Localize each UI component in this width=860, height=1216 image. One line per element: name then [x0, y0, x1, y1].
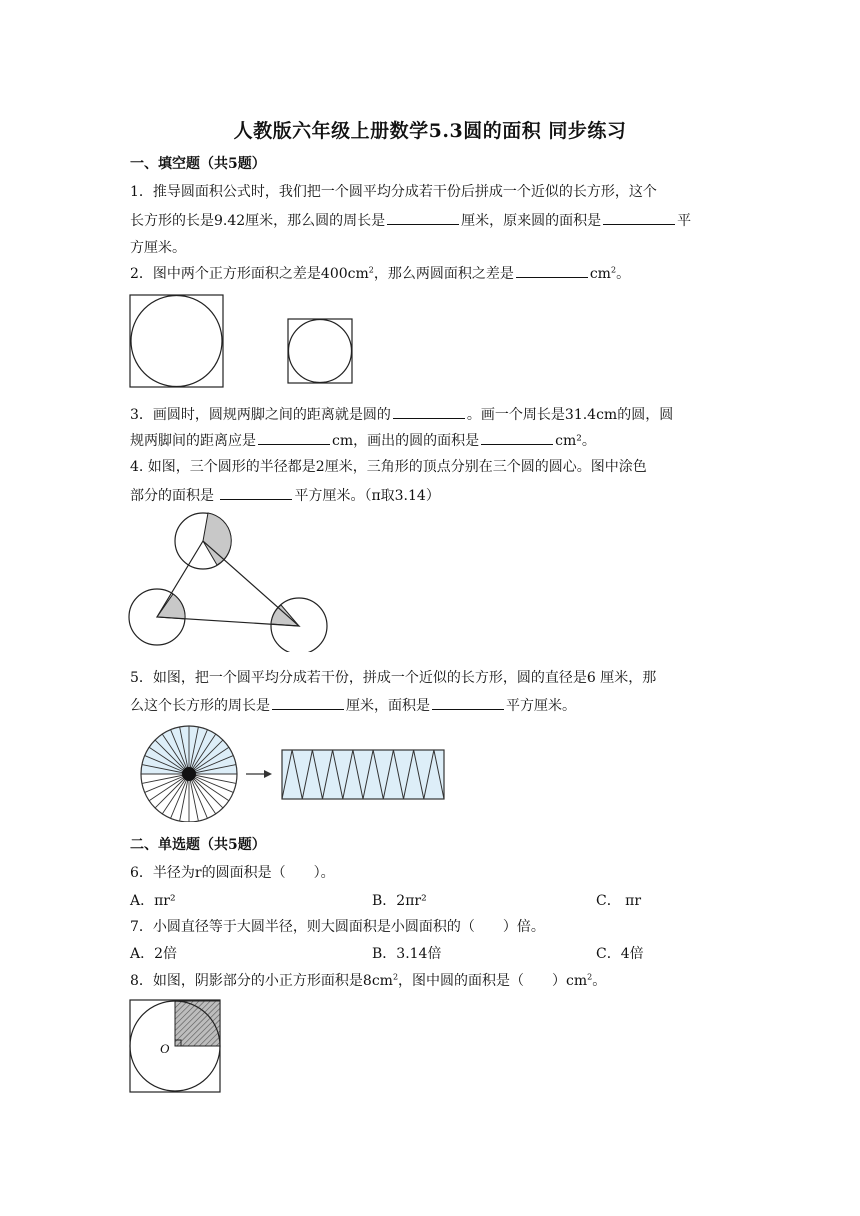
section-single-choice: 二、单选题（共5题） [130, 837, 266, 853]
q6-option-b[interactable]: B．2πr² [372, 893, 427, 909]
q5-line1: 5．如图，把一个圆平均分成若干份，拼成一个近似的长方形，圆的直径是6 厘米，那 [130, 670, 657, 686]
q5-blank1[interactable] [272, 697, 344, 710]
q3-line2: 规两脚间的距离应是 cm，画出的圆的面积是 cm²。 [130, 433, 596, 449]
center-dot [182, 767, 196, 781]
q4-figure [128, 510, 333, 652]
shaded-sector-left [157, 594, 185, 619]
q8-stem: 8．如图，阴影部分的小正方形面积是$8cm^2$，图中圆的面积是（ ）$cm^2$。 [130, 972, 607, 989]
q4-blank[interactable] [220, 487, 292, 500]
small-circle [289, 320, 352, 383]
q1-line1: 1．推导圆面积公式时，我们把一个圆平均分成若干份后拼成一个近似的长方形，这个 [130, 184, 657, 200]
q4-line2: 部分的面积是 平方厘米。（π取3.14） [130, 488, 440, 504]
q2-blank[interactable] [516, 265, 588, 278]
q7-option-c[interactable]: C．4倍 [596, 946, 644, 962]
q7-stem: 7．小圆直径等于大圆半径，则大圆面积是小圆面积的（ ）倍。 [130, 919, 545, 935]
q1-line3: 方厘米。 [130, 240, 186, 256]
section-fill-in: 一、填空题（共5题） [130, 156, 266, 172]
q2-figure [128, 294, 358, 390]
q7-option-a[interactable]: A．2倍 [130, 946, 178, 962]
q6-option-a[interactable]: A．πr² [130, 893, 176, 909]
q3-line1: 3．画圆时，圆规两脚之间的距离就是圆的 。画一个周长是31.4cm的圆，圆 [130, 407, 674, 423]
q1-blank2[interactable] [603, 212, 675, 225]
large-circle [131, 296, 222, 387]
q2-line: 2．图中两个正方形面积之差是$400cm^2$，那么两圆面积之差是 $cm^2$。 [130, 265, 631, 282]
q3-blank1[interactable] [393, 406, 465, 419]
q5-figure [136, 722, 448, 822]
q6-option-c[interactable]: C． πr [596, 893, 642, 909]
q3-blank2[interactable] [258, 432, 330, 445]
approx-rectangle [282, 750, 444, 799]
q6-stem: 6．半径为r的圆面积是（ ）。 [130, 865, 335, 881]
q3-blank3[interactable] [481, 432, 553, 445]
q4-line1: 4. 如图，三个圆形的半径都是2厘米，三角形的顶点分别在三个圆的圆心。图中涂色 [130, 459, 647, 475]
shaded-small-square [175, 1001, 220, 1046]
q5-line2: 么这个长方形的周长是 厘米，面积是 平方厘米。 [130, 698, 576, 714]
page-title: 人教版六年级上册数学5.3圆的面积 同步练习 [233, 120, 627, 142]
q7-option-b[interactable]: B．3.14倍 [372, 946, 442, 962]
center-label-o: O [160, 1041, 170, 1056]
shaded-sector-top [203, 513, 231, 565]
q8-figure [128, 998, 224, 1096]
q5-blank2[interactable] [432, 697, 504, 710]
arrow-head [264, 770, 272, 778]
q1-line2: 长方形的长是9.42厘米，那么圆的周长是 厘米，原来圆的面积是 平 [130, 213, 692, 229]
q1-blank1[interactable] [387, 212, 459, 225]
